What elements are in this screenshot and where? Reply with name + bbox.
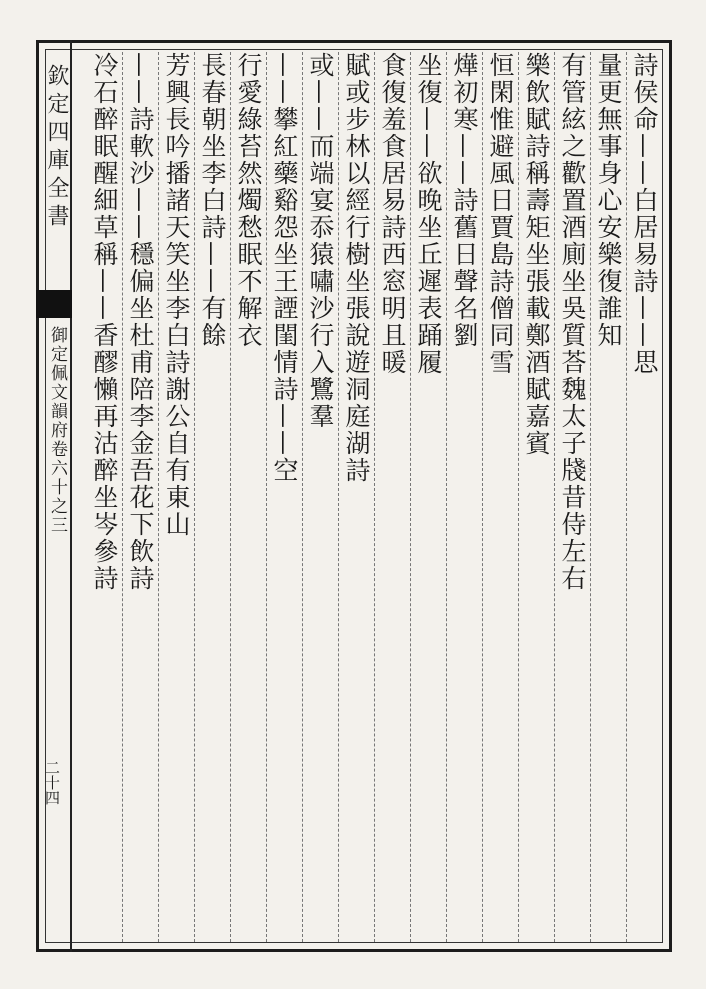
text-column: 燁初寒——詩舊日聲名劉	[446, 52, 482, 942]
text-column: ——攀紅藥谿怨坐王諲閨情詩——空	[266, 52, 302, 942]
text-column: 賦或步林以經行樹坐張說遊洞庭湖詩	[338, 52, 374, 942]
text-column: 樂飲賦詩稱壽矩坐張載鄭酒賦嘉賓	[518, 52, 554, 942]
text-column: 長春朝坐李白詩——有餘	[194, 52, 230, 942]
text-column: 芳興長吟播諸天笑坐李白詩謝公自有東山	[158, 52, 194, 942]
fishtail-mark	[36, 290, 72, 318]
text-body	[74, 52, 662, 942]
text-column: 或——而端宴忝猿嘯沙行入鷺羣	[302, 52, 338, 942]
text-column: 行愛綠苔然燭愁眠不解衣	[230, 52, 266, 942]
page-number: 二十四	[43, 760, 61, 805]
text-column: 詩侯命——白居易詩——思	[626, 52, 662, 942]
text-column: 坐復——欲晚坐丘遲表踊履	[410, 52, 446, 942]
margin-subtitle: 御定佩文韻府卷六十之三	[47, 326, 67, 535]
text-column: 食復羞食居易詩西窓明且暖	[374, 52, 410, 942]
text-column: 冷石醉眠醒細草稱——香醪懶再沽醉坐岑參詩	[90, 52, 119, 592]
text-column: 量更無事身心安樂復誰知	[590, 52, 626, 942]
text-column: 恒閑惟避風日賈島詩僧同雪	[482, 52, 518, 942]
text-column: ——詩軟沙——穩偏坐杜甫陪李金吾花下飲詩	[122, 52, 158, 942]
margin-title: 欽定四庫全書	[44, 64, 69, 232]
text-column: 有管絃之歡置酒廁坐吳質荅魏太子牋昔侍左右	[554, 52, 590, 942]
